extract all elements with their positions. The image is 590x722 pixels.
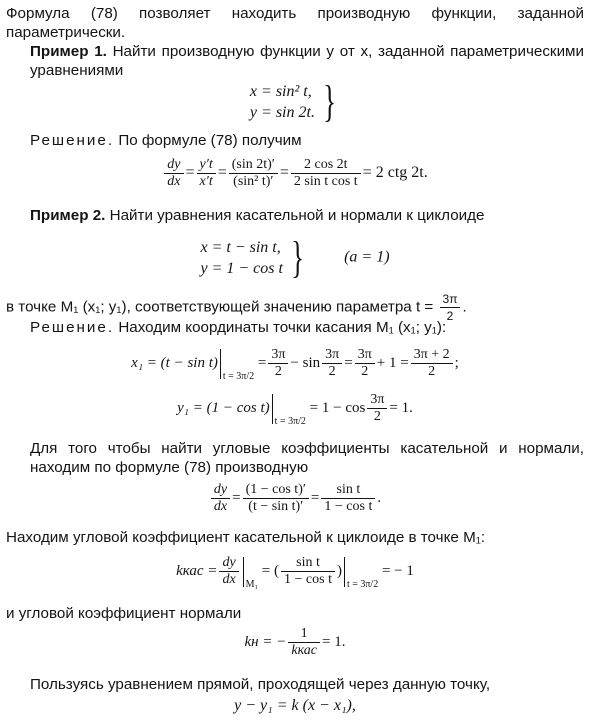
intro-paragraph: Формула (78) позволяет находить производную функции, заданной параметрически. (6, 5, 584, 41)
f7: y − y₁ = k (x − x₁), (234, 697, 356, 714)
f6-n: 1 (288, 626, 320, 643)
formula-line-through-point (0, 697, 590, 715)
system-2-parameter: (a = 1) (344, 248, 390, 266)
system-2 (0, 233, 590, 282)
f1-rhs: = 2 ctg 2t. (362, 164, 428, 182)
f1-lhs-den: dx (167, 174, 181, 189)
system-1-rows (250, 81, 315, 123)
f5-subscript: M₁ (245, 578, 259, 590)
f1-b-den: (sin² t)′ (233, 174, 274, 189)
f2-subscript: t = 3π/2 (222, 370, 255, 382)
f2-n4: 3π + 2 (411, 347, 453, 364)
f2-d2: 2 (328, 364, 336, 379)
example-2-text: Найти уравнения касательной и нормали к циклоиде (109, 207, 485, 224)
f4-n2: sin t (321, 482, 375, 499)
formula-k-tangent: kкас = $\frac{dy}{dx}$ $_{M_1}$ = ( $\frac{\text{sin t}}{\text{1 − cos t}}$ )$_{t = 3\pi/2}$ = − 1 (176, 555, 414, 590)
solution-1-text: По формуле (78) получим (118, 132, 302, 149)
point-statement-text: в точке M₁ (x₁; y₁), соответствующей значению параметра t = (6, 298, 434, 316)
f3-end: = 1. (389, 399, 413, 416)
f2-n1: 3π (268, 347, 288, 364)
f3-d: 2 (373, 409, 381, 424)
f4-d1: (t − sin t)′ (248, 499, 304, 514)
f1-a-num: y′t (197, 157, 216, 174)
system-2-row-2: y = 1 − cos t (200, 260, 283, 277)
solution-1-label: Решение. (30, 132, 115, 149)
f1-c-num: 2 cos 2t (291, 157, 361, 174)
example-1-label: Пример 1. (30, 43, 107, 60)
f1-b-num: (sin 2t)′ (229, 157, 278, 174)
right-brace-icon: } (323, 77, 336, 126)
f1-a-den: x′t (199, 174, 213, 189)
slopes-paragraph: Для того чтобы найти угловые коэффициенты касательной и нормали, находим по формуле (78) производную (30, 440, 584, 476)
example-1-statement (30, 42, 584, 80)
f5-subscript-2: t = 3π/2 (346, 578, 379, 590)
formula-derivative-1: $\frac{dy}{dx}$ = $\frac{y't}{x't}$ = $\frac{(\sin 2t)'}{\text{(sin² t)′}}$ = $\frac{2 \cos 2t}{\text{2 sin t cos t}}$ = 2 ctg 2t. (0, 157, 590, 190)
formula-k-normal (0, 626, 590, 659)
tangent-slope-paragraph: Находим угловой коэффициент касательной к циклоиде в точке M₁: (6, 529, 486, 546)
f5-d0: dx (222, 572, 236, 587)
system-1-row-2: y = sin 2t. (249, 104, 315, 121)
example-2-statement (30, 206, 584, 225)
f4-d0: dx (213, 499, 228, 514)
solution-2-label: Решение. (30, 319, 115, 336)
f3-lhs: y₁ = (1 − cos t) (177, 399, 270, 416)
system-2-row-1: x = t − sin t, (200, 239, 281, 256)
f2-end: ; (454, 354, 459, 371)
f2-d3: 2 (361, 364, 369, 379)
f2-d4: 2 (428, 364, 436, 379)
f1-lhs-num: dy (164, 157, 183, 174)
f6-lhs: kн = − (244, 633, 287, 650)
f5-n1: sin t (281, 555, 335, 572)
solution-1-intro (30, 131, 584, 150)
f2-lhs: x₁ = (t − sin t) (131, 354, 218, 371)
f2-plus: + 1 = (376, 354, 409, 371)
f1-c-den: 2 sin t cos t (293, 174, 358, 189)
formula-y1 (0, 392, 590, 427)
f6-d: kкас (291, 643, 317, 658)
f6-end: = 1. (322, 633, 346, 650)
f2-n2: 3π (322, 347, 342, 364)
f3-n: 3π (367, 392, 387, 409)
formula-derivative-2: $\frac{dy}{dx}$ = $\frac{\text{(1 − cos t)′}}{\text{(t − sin t)′}}$ = $\frac{\text{sin t}}{\text{1 − cos t}}$ . (0, 482, 590, 515)
f2-eq-2: = (344, 354, 353, 371)
line-equation-paragraph: Пользуясь уравнением прямой, проходящей через данную точку, (30, 676, 491, 693)
f5-d1: 1 − cos t (284, 572, 332, 587)
normal-slope-paragraph: и угловой коэффициент нормали (6, 605, 242, 622)
f3-subscript: t = 3π/2 (274, 415, 306, 427)
f2-d1: 2 (274, 364, 282, 379)
system-1-row-1: x = sin² t, (249, 83, 312, 100)
t-value-den: 2 (446, 309, 454, 323)
right-brace-icon: } (291, 233, 304, 282)
f2-sin: − sin (290, 354, 321, 371)
solution-2-intro (30, 318, 584, 337)
formula-x1 (0, 347, 590, 382)
f2-eq-1: = (257, 354, 267, 371)
f4-n1: (1 − cos t)′ (243, 482, 309, 499)
example-2-label: Пример 2. (30, 207, 106, 224)
f5-n0: dy (219, 555, 238, 572)
f2-n3: 3π (355, 347, 375, 364)
point-statement: в точке M₁ (x₁; y₁), соответствующей значению параметра t = $\frac{3\pi}{2}$ . (6, 292, 467, 323)
f4-d2: 1 − cos t (324, 499, 373, 514)
f5-lhs: kкас = (176, 562, 218, 579)
solution-2-text: Находим координаты точки касания M₁ (x₁; y₁): (118, 319, 447, 336)
example-1-text: Найти производную функции y от x, заданной параметрическими уравнениями (30, 43, 584, 79)
t-value-num: 3π (440, 291, 461, 308)
f5-end: = − 1 (381, 562, 414, 579)
system-1 (0, 77, 590, 126)
f4-n0: dy (211, 482, 230, 499)
f3-mid: = 1 − cos (309, 399, 366, 416)
